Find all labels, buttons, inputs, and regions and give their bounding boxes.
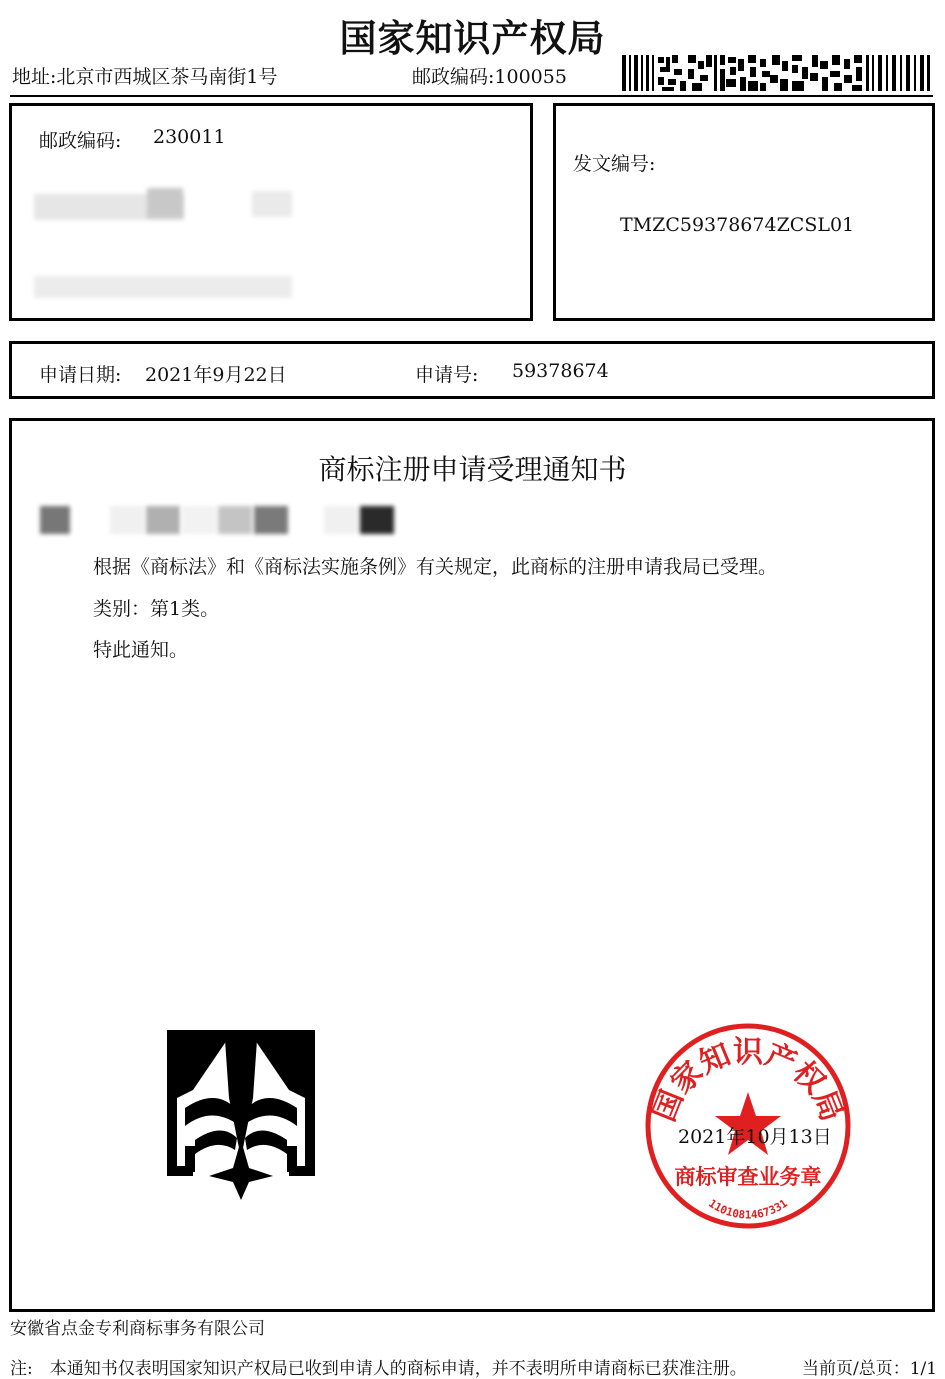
notice-closing: 特此通知。 — [93, 639, 189, 661]
redacted-block — [218, 506, 252, 534]
redacted-recipient-name — [34, 276, 292, 298]
notice-title: 商标注册申请受理通知书 — [318, 453, 627, 486]
svg-text:国家知识产权局: 国家知识产权局 — [646, 1034, 850, 1127]
redacted-block — [147, 188, 183, 218]
agency-name: 安徽省点金专利商标事务有限公司 — [10, 1319, 265, 1339]
notice-paragraph: 根据《商标法》和《商标法实施条例》有关规定，此商标的注册申请我局已受理。 — [93, 556, 778, 578]
application-date-label: 申请日期: — [39, 364, 122, 386]
page-indicator: 当前页/总页：1/1 — [802, 1359, 938, 1379]
office-postcode: 邮政编码:100055 — [412, 66, 567, 88]
application-box — [9, 341, 935, 399]
seal-date: 2021年10月13日 — [678, 1126, 832, 1148]
recipient-box — [9, 103, 533, 321]
doc-number-box — [553, 103, 935, 321]
application-number-label: 申请号: — [415, 364, 479, 386]
office-address: 地址:北京市西城区茶马南街1号 — [12, 66, 278, 88]
application-date-value: 2021年9月22日 — [145, 364, 287, 386]
doc-number-value: TMZC59378674ZCSL01 — [620, 214, 855, 236]
redacted-block — [254, 506, 288, 534]
doc-number-label: 发文编号: — [573, 153, 656, 175]
application-number-value: 59378674 — [512, 360, 609, 382]
svg-text:商标审查业务章: 商标审查业务章 — [674, 1165, 822, 1189]
redacted-block — [182, 506, 216, 534]
redacted-block — [146, 506, 180, 534]
barcode-icon — [622, 55, 932, 91]
redacted-block — [252, 191, 292, 217]
trademark-logo — [165, 1028, 317, 1200]
redacted-block — [360, 506, 394, 534]
document-title: 国家知识产权局 — [339, 17, 606, 60]
header-rule — [10, 95, 933, 97]
footer-note: 注: 本通知书仅表明国家知识产权局已收到申请人的商标申请，并不表明所申请商标已获准注册。 — [10, 1359, 747, 1379]
recipient-postcode-label: 邮政编码: — [39, 130, 122, 152]
recipient-postcode-value: 230011 — [153, 126, 226, 148]
notice-category: 类别：第1类。 — [93, 598, 220, 620]
redacted-block — [324, 506, 358, 534]
redacted-block — [110, 506, 144, 534]
svg-text:1101081467331: 1101081467331 — [706, 1196, 790, 1222]
redacted-block — [40, 506, 70, 534]
